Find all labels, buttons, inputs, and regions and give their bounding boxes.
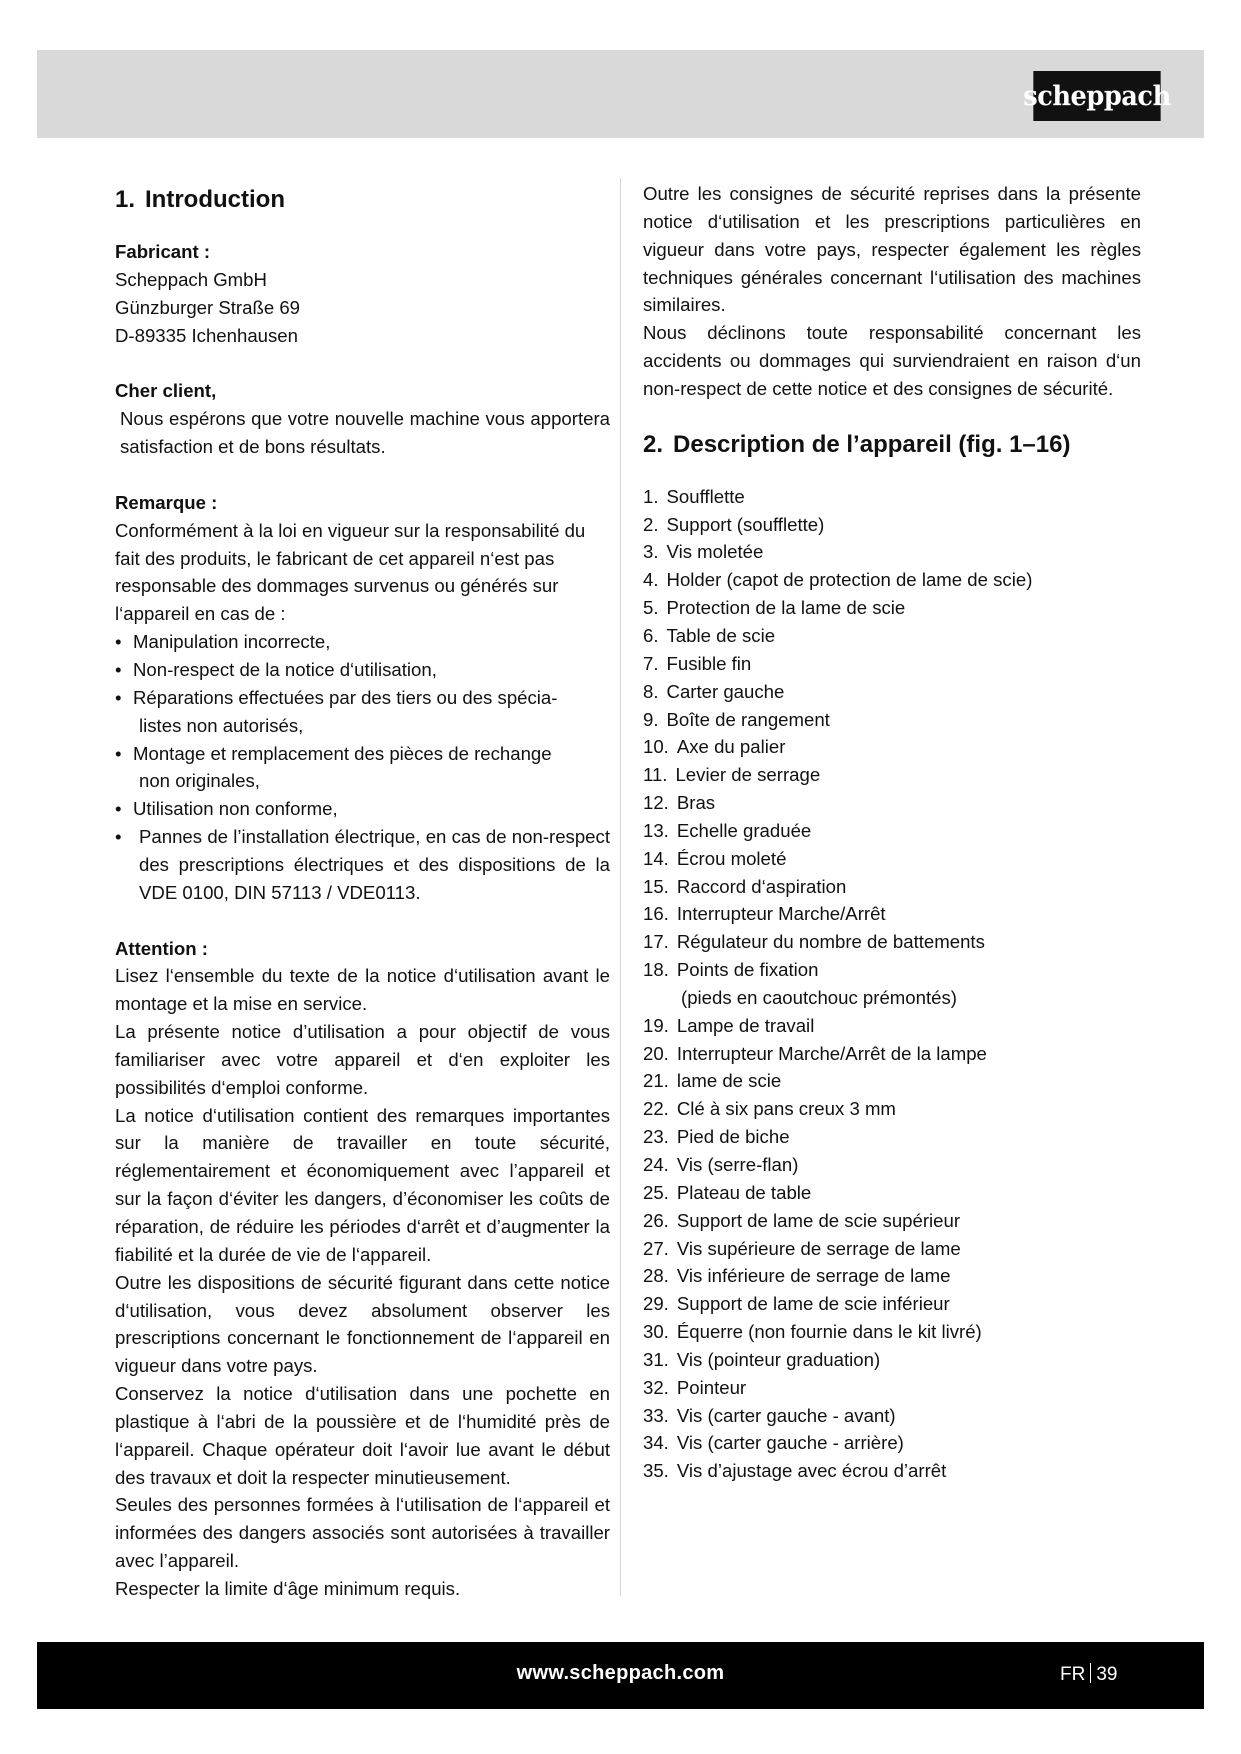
- page-indicator: [1060, 1663, 1117, 1686]
- list-item: 26. Support de lame de scie supérieur: [643, 1209, 961, 1231]
- list-item: 19. Lampe de travail: [643, 1014, 815, 1036]
- attention-paragraph: Seules des personnes formées à l‘utilisation de l‘appareil et informées des dangers associés sont autorisées à travailler avec l’appareil.: [115, 1494, 610, 1572]
- list-item: 27. Vis supérieure de serrage de lame: [643, 1237, 961, 1259]
- remark-block: [115, 489, 610, 907]
- remark-label: Remarque :: [115, 491, 218, 513]
- right-column: [643, 180, 1141, 1485]
- list-item: 32. Pointeur: [643, 1376, 747, 1398]
- attention-label: Attention :: [115, 937, 208, 959]
- list-item: • Non-respect de la notice d‘utilisation,: [115, 658, 437, 680]
- section-heading-introduction: 1. Introduction: [115, 186, 285, 213]
- list-item: 14. Écrou moleté: [643, 847, 787, 869]
- list-item: • Pannes de l’installation électrique, en cas de non-respect des prescriptions électriques et des dispositions de la VDE 0100, DIN 57113 / VDE0113.: [115, 826, 610, 903]
- attention-paragraph: Conservez la notice d‘utilisation dans une pochette en plastique à l‘abri de la poussière et de l‘humidité près de l‘appareil. Chaque opérateur doit l‘avoir lue avant le début des travaux et doit la respecter minutieusement.: [115, 1383, 610, 1488]
- attention-paragraph: Outre les dispositions de sécurité figurant dans cette notice d‘utilisation, vous devez absolument observer les prescriptions concernant le fonctionnement de l‘appareil en vigueur dans votre pays.: [115, 1271, 610, 1377]
- footer-bar: [37, 1642, 1204, 1709]
- list-item: 4. Holder (capot de protection de lame de scie): [643, 569, 1033, 591]
- list-item: 31. Vis (pointeur graduation): [643, 1348, 881, 1370]
- list-item: 2. Support (soufflette): [643, 513, 825, 535]
- list-item: • Réparations effectuées par des tiers ou des spécia- listes non autorisés,: [115, 686, 558, 736]
- list-item: 24. Vis (serre-flan): [643, 1154, 799, 1175]
- attention-paragraph: Respecter la limite d‘âge minimum requis.: [115, 1577, 461, 1599]
- remark-bullet-list: [115, 628, 610, 906]
- list-item: 18. Points de fixation (pieds en caoutchouc prémontés): [643, 959, 957, 1008]
- list-item: 22. Clé à six pans creux 3 mm: [643, 1098, 896, 1120]
- list-item: 3. Vis moletée: [643, 541, 764, 563]
- attention-paragraph: La présente notice d’utilisation a pour objectif de vous familiariser avec votre appareil et d‘en exploiter les possibilités d‘emploi conforme.: [115, 1021, 610, 1098]
- dear-customer-block: [115, 377, 610, 461]
- list-item: 20. Interrupteur Marche/Arrêt de la lampe: [643, 1042, 987, 1064]
- dear-customer-text: Nous espérons que votre nouvelle machine vous apportera satisfaction et de bons résultats.: [120, 408, 610, 458]
- manufacturer-label: Fabricant :: [115, 241, 211, 262]
- list-item: 29. Support de lame de scie inférieur: [643, 1293, 950, 1315]
- list-item: 9. Boîte de rangement: [643, 708, 830, 730]
- list-item: 30. Équerre (non fournie dans le kit livré): [643, 1321, 982, 1343]
- section-heading-description: 2. Description de l’appareil (fig. 1–16): [643, 430, 1071, 458]
- manufacturer-name: Scheppach GmbH: [115, 268, 267, 290]
- attention-paragraph: La notice d‘utilisation contient des remarques importantes sur la manière de travailler en toute sécurité, réglementairement et économiquement avec l’appareil et sur la façon d‘éviter les dangers, d’économiser les coûts de réparation, de réduire les périodes d‘arrêt et d’augmenter la fiabilité et la durée de vie de l‘appareil.: [115, 1104, 610, 1265]
- manufacturer-street: Günzburger Straße 69: [115, 296, 301, 318]
- parts-list: [643, 483, 1141, 1485]
- manufacturer-city: D-89335 Ichenhausen: [115, 324, 298, 346]
- remark-text: Conformément à la loi en vigueur sur la responsabilité du fait des produits, le fabricant de cet appareil n‘est pas responsable des dommages survenus ou générés sur l‘appareil en cas de :: [115, 519, 586, 625]
- list-item: 13. Echelle graduée: [643, 819, 812, 841]
- list-item: 21. lame de scie: [643, 1070, 782, 1092]
- list-item: 1. Soufflette: [643, 485, 745, 507]
- list-item: • Manipulation incorrecte,: [115, 631, 331, 653]
- list-item: 5. Protection de la lame de scie: [643, 597, 906, 619]
- column-divider: [620, 178, 621, 1596]
- website-url[interactable]: www.scheppach.com: [516, 1662, 725, 1684]
- list-item: 28. Vis inférieure de serrage de lame: [643, 1265, 951, 1287]
- list-item: 15. Raccord d‘aspiration: [643, 875, 847, 897]
- list-item: • Utilisation non conforme,: [115, 798, 338, 820]
- left-column: [115, 180, 610, 1603]
- list-item: 8. Carter gauche: [643, 680, 785, 702]
- list-item: 6. Table de scie: [643, 624, 776, 646]
- list-item: 12. Bras: [643, 792, 716, 814]
- header-band: [37, 50, 1204, 138]
- list-item: 25. Plateau de table: [643, 1181, 812, 1203]
- scheppach-logo: scheppach: [1033, 71, 1160, 121]
- list-item: 7. Fusible fin: [643, 652, 752, 674]
- dear-customer-label: Cher client,: [115, 380, 217, 402]
- list-item: 10. Axe du palier: [643, 736, 786, 758]
- list-item: 17. Régulateur du nombre de battements: [643, 931, 985, 953]
- attention-block: [115, 935, 610, 1603]
- list-item: 23. Pied de biche: [643, 1126, 790, 1148]
- attention-paragraph: Lisez l‘ensemble du texte de la notice d‘utilisation avant le montage et la mise en service.: [115, 965, 610, 1015]
- manufacturer-block: [115, 238, 610, 349]
- list-item: • Montage et remplacement des pièces de rechange non originales,: [115, 742, 552, 792]
- page-number: 39: [1096, 1664, 1118, 1685]
- list-item: 33. Vis (carter gauche - avant): [643, 1404, 896, 1426]
- list-item: 16. Interrupteur Marche/Arrêt: [643, 903, 886, 925]
- safety-paragraph: Nous déclinons toute responsabilité concernant les accidents ou dommages qui surviendraient en raison d‘un non-respect de cette notice et des consignes de sécurité.: [643, 322, 1141, 399]
- language-code: FR: [1060, 1664, 1086, 1685]
- list-item: 34. Vis (carter gauche - arrière): [643, 1432, 904, 1454]
- list-item: 11. Levier de serrage: [643, 764, 821, 786]
- list-item: 35. Vis d’ajustage avec écrou d’arrêt: [643, 1460, 947, 1482]
- safety-paragraph: Outre les consignes de sécurité reprises dans la présente notice d‘utilisation et les prescriptions particulières en vigueur dans votre pays, respecter également les règles techniques générales concernant l‘utilisation des machines similaires.: [643, 183, 1141, 316]
